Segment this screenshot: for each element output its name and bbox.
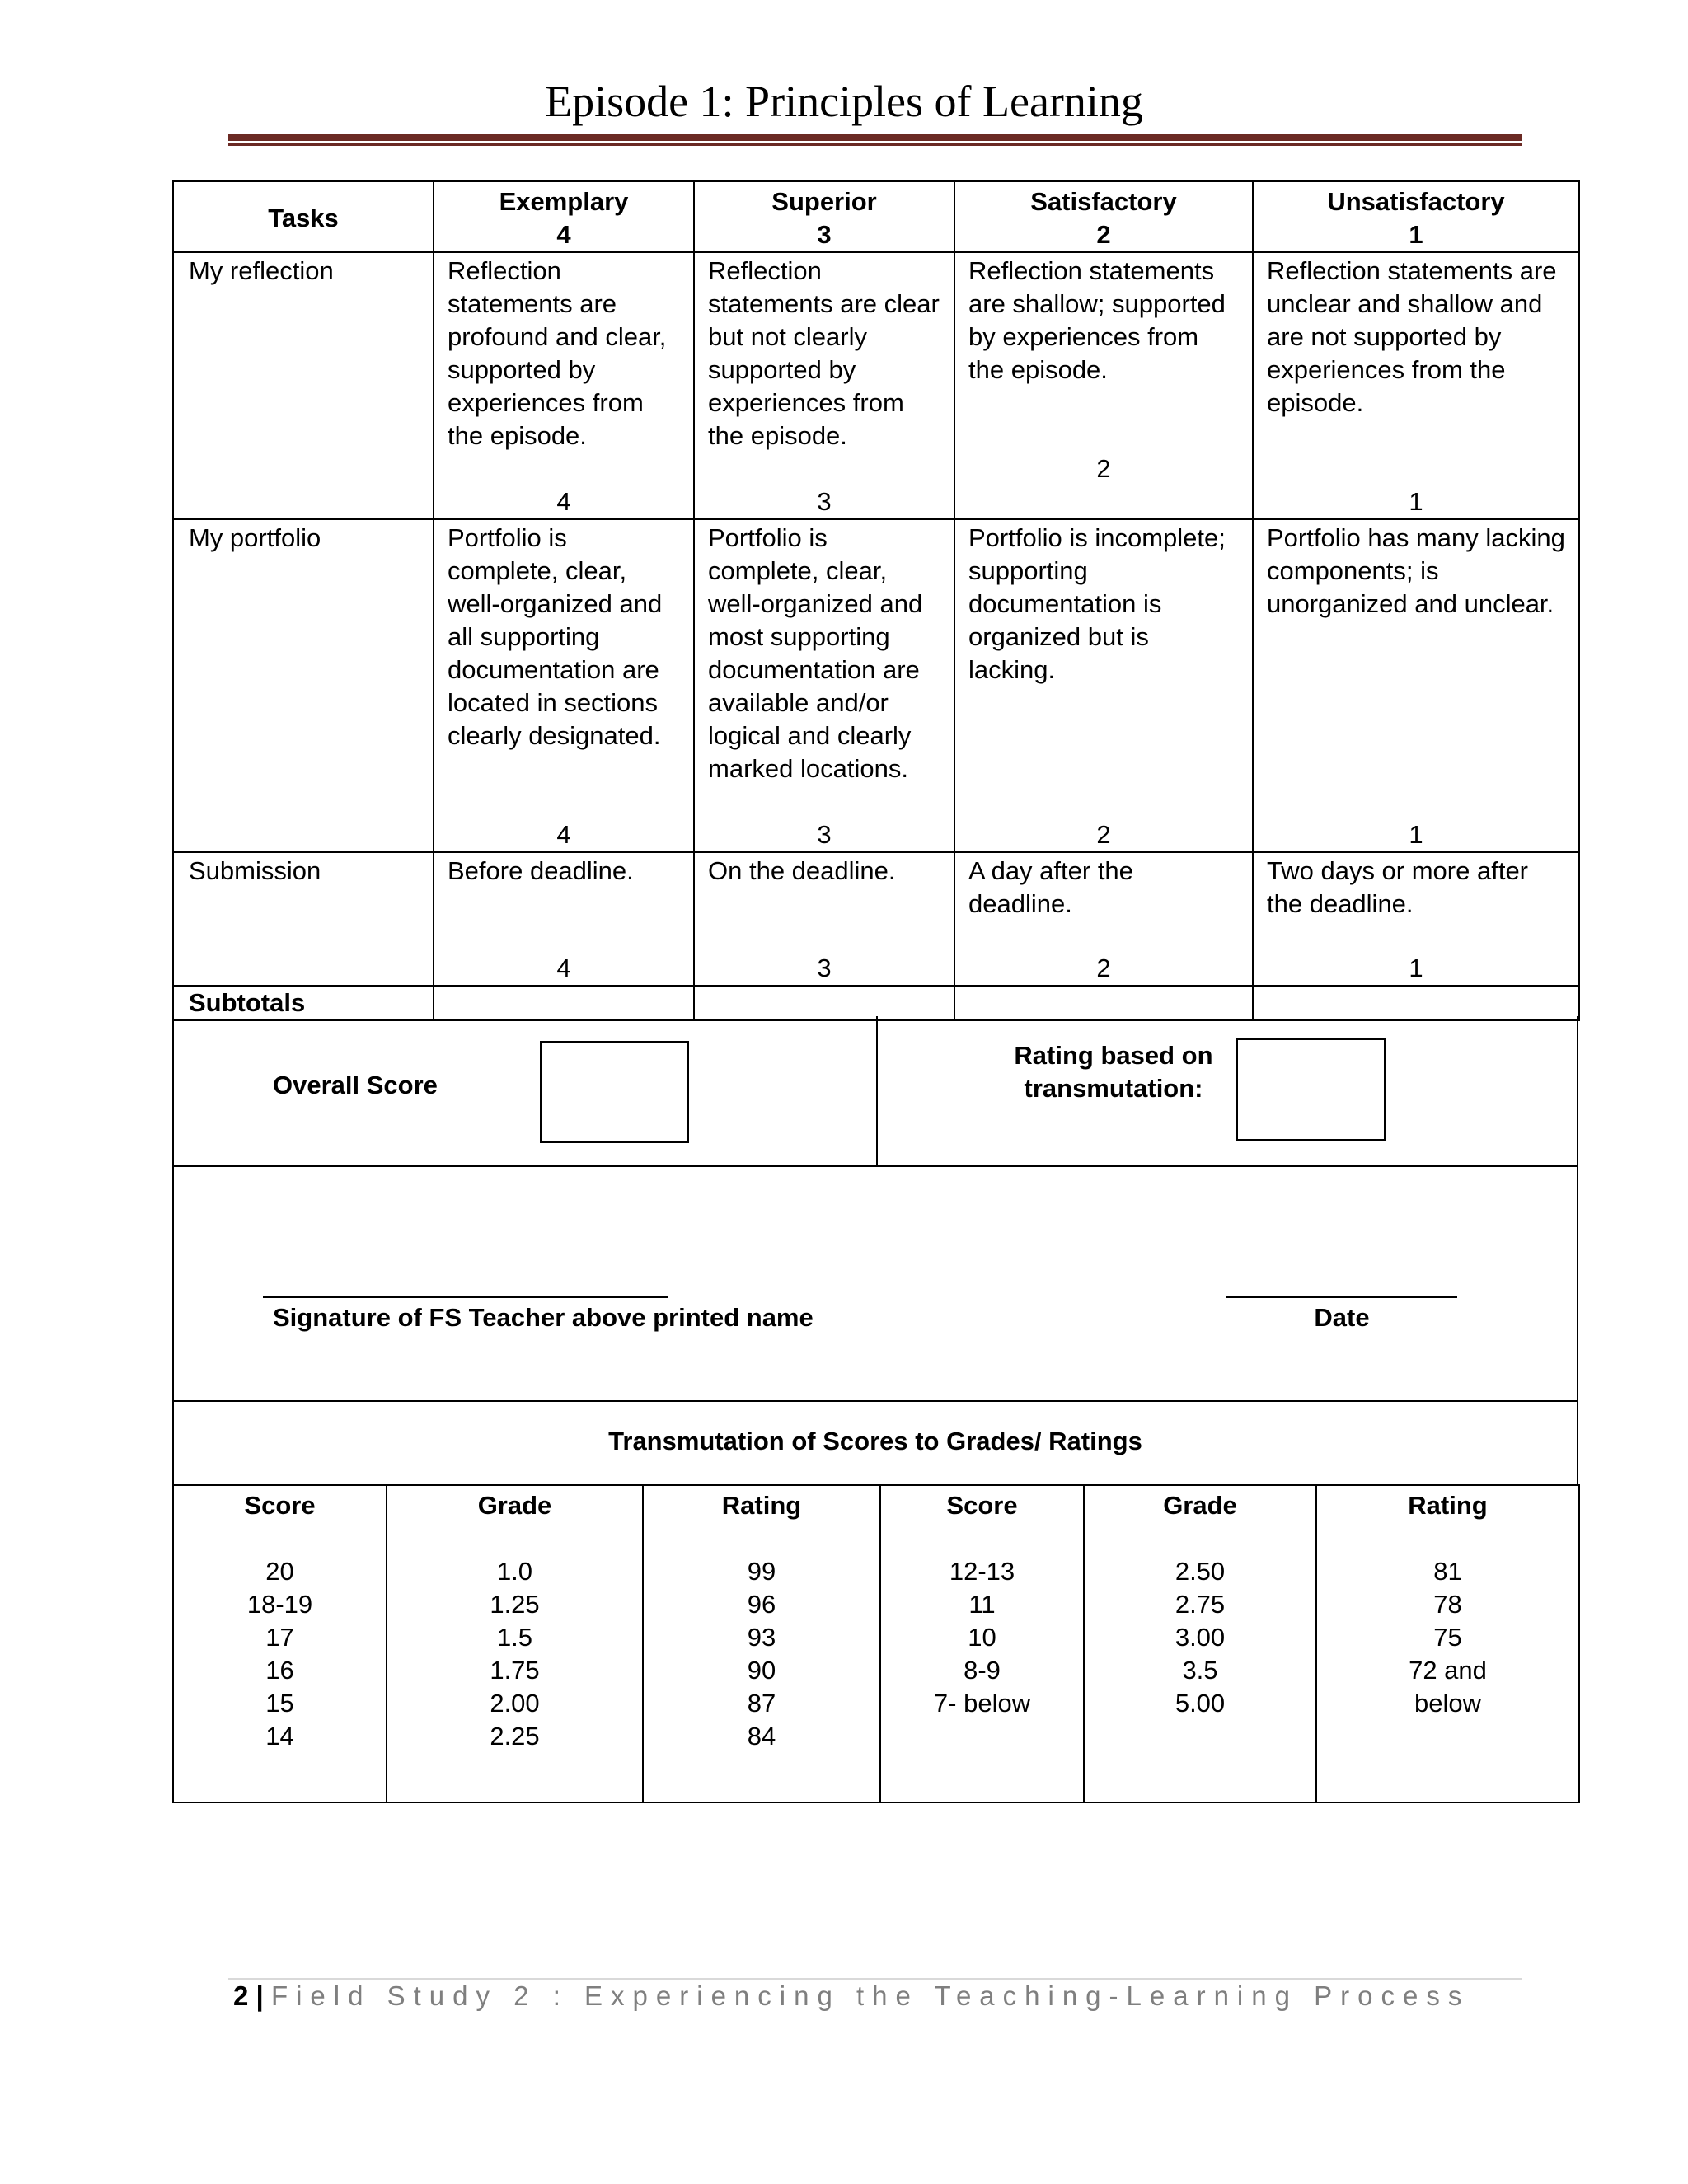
- transmutation-value: 78: [1433, 1590, 1462, 1619]
- rubric-row-reflection: [173, 252, 1579, 519]
- transmutation-column: Score 12-13 11 10 8-9 7- below: [880, 1485, 1084, 1802]
- transmutation-value: 1.75: [490, 1656, 540, 1685]
- rubric-cell: Reflection statements are shallow; supported by experiences from the episode. 2: [954, 252, 1253, 519]
- transmutation-value: 17: [265, 1623, 294, 1652]
- transmutation-column: Grade 2.50 2.75 3.00 3.5 5.00: [1084, 1485, 1316, 1802]
- rubric-cell: Reflection statements are profound and clear, supported by experiences from the episode. 4: [434, 252, 694, 519]
- transmutation-value: 16: [265, 1656, 294, 1685]
- task-label: Submission: [173, 852, 434, 986]
- transmutation-value: 20: [265, 1557, 294, 1586]
- overall-score-label: Overall Score: [273, 1071, 438, 1099]
- subtotal-cell[interactable]: [1253, 986, 1579, 1020]
- rubric-cell: Portfolio has many lacking components; is unorganized and unclear. 1: [1253, 519, 1579, 852]
- rubric-cell: On the deadline. 3: [694, 852, 954, 986]
- rubric-cell: A day after the deadline. 2: [954, 852, 1253, 986]
- transmutation-value: 10: [968, 1623, 996, 1652]
- rubric-cell: Portfolio is complete, clear, well-organized and all supporting documentation are located in sections clearly designated. 4: [434, 519, 694, 852]
- rubric-row-portfolio: [173, 519, 1579, 852]
- rubric-cell: Before deadline. 4: [434, 852, 694, 986]
- transmutation-value: 1.5: [496, 1623, 533, 1652]
- date-line[interactable]: [1226, 1296, 1457, 1298]
- transmutation-value: 87: [747, 1689, 776, 1718]
- score-divider: [876, 1016, 878, 1165]
- task-label: My portfolio: [173, 519, 434, 852]
- score-section: [172, 1016, 1578, 1167]
- footer-separator: |: [256, 1980, 264, 2011]
- overall-score-box[interactable]: [540, 1041, 689, 1143]
- header-unsatisfactory: Unsatisfactory 1: [1253, 181, 1579, 252]
- transmutation-value: 75: [1433, 1623, 1462, 1652]
- transmutation-value: 5.00: [1175, 1689, 1226, 1718]
- transmutation-title: Transmutation of Scores to Grades/ Ratings: [608, 1427, 1142, 1455]
- transmutation-column: Rating 81 78 75 72 and below: [1316, 1485, 1579, 1802]
- rubric-cell: Reflection statements are unclear and shallow and are not supported by experiences from the episode. 1: [1253, 252, 1579, 519]
- task-label: My reflection: [173, 252, 434, 519]
- transmutation-value: 99: [747, 1557, 776, 1586]
- footer-text: Field Study 2 : Experiencing the Teaching-Learning Process: [270, 1980, 1470, 2011]
- header-superior: Superior 3: [694, 181, 954, 252]
- rubric-table: [172, 180, 1580, 1021]
- transmutation-value: 11: [968, 1590, 996, 1619]
- rubric-cell: Two days or more after the deadline. 1: [1253, 852, 1579, 986]
- transmutation-value: 1.0: [496, 1557, 533, 1586]
- rubric-row-subtotals: [173, 986, 1579, 1020]
- header-satisfactory: Satisfactory 2: [954, 181, 1253, 252]
- teacher-signature-label: Signature of FS Teacher above printed name: [273, 1303, 814, 1332]
- rubric-cell: Reflection statements are clear but not clearly supported by experiences from the episode. 3: [694, 252, 954, 519]
- transmutation-value: 12-13: [949, 1557, 1015, 1586]
- header-tasks: Tasks: [173, 181, 434, 252]
- transmutation-table: [172, 1484, 1580, 1803]
- transmutation-value: 18-19: [246, 1590, 313, 1619]
- transmutation-value: 3.00: [1175, 1623, 1226, 1652]
- rubric-row-submission: [173, 852, 1579, 986]
- transmutation-value: 15: [265, 1689, 294, 1718]
- transmutation-column: Rating 99 96 93 90 87 84: [643, 1485, 880, 1802]
- transmutation-title-section: [172, 1402, 1578, 1486]
- signature-section: [172, 1167, 1578, 1402]
- transmutation-value: 2.00: [490, 1689, 540, 1718]
- transmutation-value: 7- below: [933, 1689, 1031, 1718]
- transmutation-value: below: [1414, 1689, 1481, 1718]
- page-footer: [233, 1980, 1470, 2013]
- rubric-header-row: [173, 181, 1579, 252]
- transmutation-row: [173, 1485, 1579, 1802]
- subtotal-cell[interactable]: [694, 986, 954, 1020]
- page-number: 2: [233, 1980, 249, 2011]
- date-label: Date: [1314, 1303, 1370, 1332]
- transmutation-value: 2.50: [1175, 1557, 1226, 1586]
- page-title: Episode 1: Principles of Learning: [545, 77, 1143, 126]
- rubric-cell: Portfolio is incomplete; supporting documentation is organized but is lacking. 2: [954, 519, 1253, 852]
- transmutation-value: 81: [1433, 1557, 1462, 1586]
- transmutation-value: 2.25: [490, 1722, 540, 1750]
- transmutation-value: 3.5: [1182, 1656, 1218, 1685]
- transmutation-value: 14: [265, 1722, 294, 1750]
- transmutation-value: 90: [747, 1656, 776, 1685]
- teacher-signature-line[interactable]: [263, 1296, 668, 1298]
- title-rule-thin: [228, 143, 1522, 146]
- subtotal-cell[interactable]: [434, 986, 694, 1020]
- subtotals-label: Subtotals: [173, 986, 434, 1020]
- transmutation-value: 84: [747, 1722, 776, 1750]
- subtotal-cell[interactable]: [954, 986, 1253, 1020]
- rating-box[interactable]: [1236, 1038, 1386, 1141]
- rubric-cell: Portfolio is complete, clear, well-organized and most supporting documentation are available and/or logical and clearly marked locations. 3: [694, 519, 954, 852]
- header-exemplary: Exemplary 4: [434, 181, 694, 252]
- transmutation-column: Score 20 18-19 17 16 15 14: [173, 1485, 387, 1802]
- title-rule-thick: [228, 134, 1522, 141]
- transmutation-value: 8-9: [964, 1656, 1001, 1685]
- transmutation-value: 96: [747, 1590, 776, 1619]
- transmutation-column: Grade 1.0 1.25 1.5 1.75 2.00 2.25: [387, 1485, 643, 1802]
- transmutation-value: 2.75: [1175, 1590, 1226, 1619]
- transmutation-value: 1.25: [490, 1590, 540, 1619]
- transmutation-value: 72 and: [1409, 1656, 1487, 1685]
- transmutation-value: 93: [747, 1623, 776, 1652]
- rating-label: Rating based on transmutation:: [1014, 1041, 1213, 1103]
